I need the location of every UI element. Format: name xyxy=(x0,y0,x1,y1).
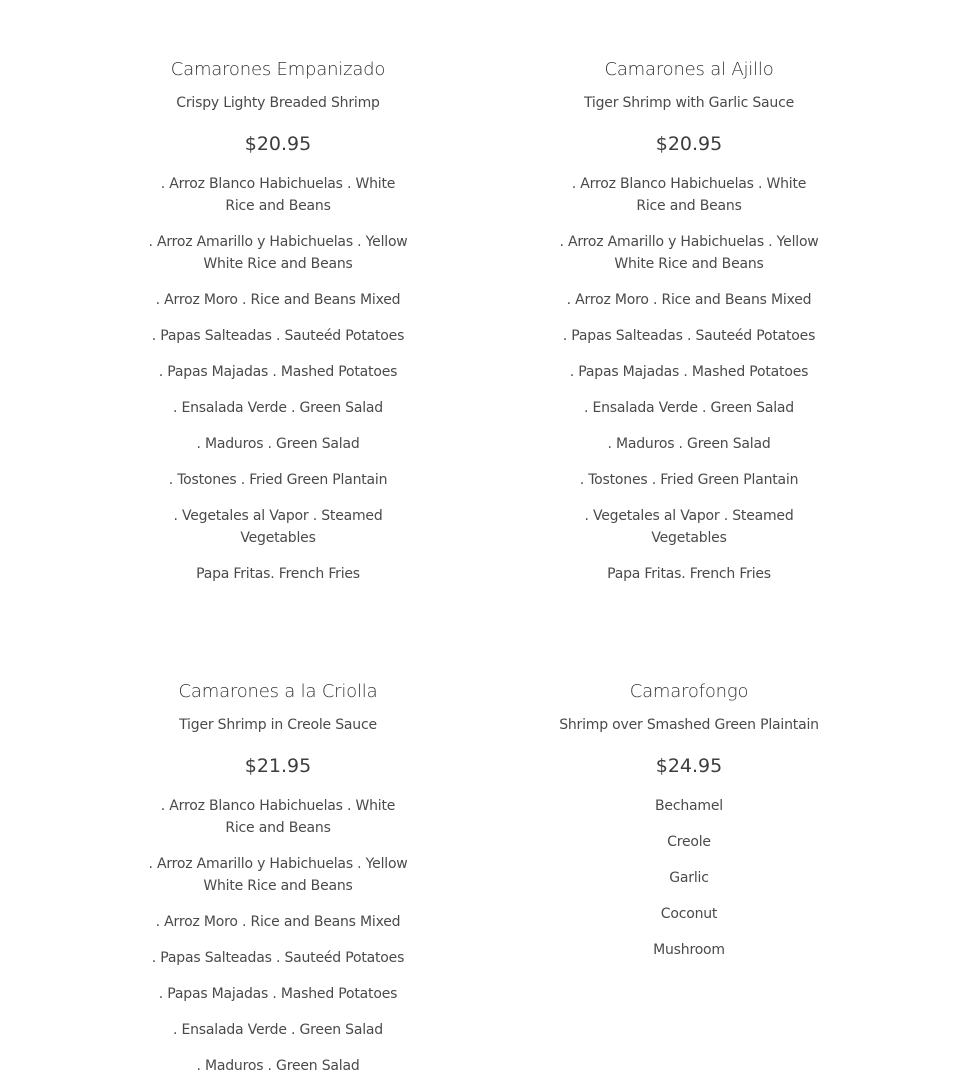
side-option: . Arroz Amarillo y Habichuelas . Yellow White Rice and Beans xyxy=(148,234,408,272)
menu-item-camarofongo xyxy=(554,679,824,975)
side-options-list xyxy=(554,173,824,585)
side-option: . Ensalada Verde . Green Salad xyxy=(583,400,794,416)
side-option: . Ensalada Verde . Green Salad xyxy=(172,400,383,416)
side-option: . Maduros . Green Salad xyxy=(196,1058,360,1074)
side-option: . Vegetales al Vapor . Steamed Vegetables xyxy=(584,508,794,546)
item-title: Camarones Empanizado xyxy=(170,59,386,80)
side-option: Papa Fritas. French Fries xyxy=(196,566,360,582)
sauce-option: Mushroom xyxy=(653,942,725,958)
sauce-option: Creole xyxy=(667,834,711,850)
item-price: $20.95 xyxy=(244,133,312,155)
sauce-option: Garlic xyxy=(669,870,709,886)
sauce-options-list xyxy=(554,795,824,961)
side-option: . Arroz Moro . Rice and Beans Mixed xyxy=(155,914,401,930)
side-option: . Papas Majadas . Mashed Potatoes xyxy=(158,364,398,380)
side-option: . Papas Salteadas . Sauteéd Potatoes xyxy=(151,328,405,344)
item-description: Shrimp over Smashed Green Plaintain xyxy=(559,717,819,733)
side-option: . Arroz Amarillo y Habichuelas . Yellow White Rice and Beans xyxy=(559,234,819,272)
side-option: . Maduros . Green Salad xyxy=(607,436,771,452)
menu-item-camarones-al-ajillo xyxy=(554,57,824,599)
item-description: Crispy Lighty Breaded Shrimp xyxy=(176,95,380,111)
item-price: $24.95 xyxy=(655,755,723,777)
side-option: . Maduros . Green Salad xyxy=(196,436,360,452)
item-description: Tiger Shrimp in Creole Sauce xyxy=(179,717,377,733)
side-option: . Tostones . Fried Green Plantain xyxy=(579,472,799,488)
item-title: Camarones al Ajillo xyxy=(604,59,774,80)
side-option: . Arroz Amarillo y Habichuelas . Yellow White Rice and Beans xyxy=(148,856,408,894)
side-option: . Papas Salteadas . Sauteéd Potatoes xyxy=(151,950,405,966)
side-option: . Arroz Moro . Rice and Beans Mixed xyxy=(566,292,812,308)
item-title: Camarofongo xyxy=(629,681,749,702)
item-description: Tiger Shrimp with Garlic Sauce xyxy=(583,95,794,111)
sauce-option: Coconut xyxy=(660,906,718,922)
menu-item-camarones-a-la-criolla xyxy=(143,679,413,1091)
side-option: . Arroz Blanco Habichuelas . White Rice and Beans xyxy=(160,798,396,836)
side-option: . Vegetales al Vapor . Steamed Vegetables xyxy=(173,508,383,546)
side-option: . Arroz Blanco Habichuelas . White Rice and Beans xyxy=(571,176,807,214)
side-option: Papa Fritas. French Fries xyxy=(607,566,771,582)
side-option: . Papas Majadas . Mashed Potatoes xyxy=(158,986,398,1002)
menu-item-camarones-empanizado xyxy=(143,57,413,599)
item-price: $20.95 xyxy=(655,133,723,155)
side-options-list xyxy=(143,173,413,585)
side-option: . Tostones . Fried Green Plantain xyxy=(168,472,388,488)
item-title: Camarones a la Criolla xyxy=(178,681,378,702)
side-option: . Papas Majadas . Mashed Potatoes xyxy=(569,364,809,380)
sauce-option: Bechamel xyxy=(655,798,723,814)
side-options-list xyxy=(143,795,413,1077)
side-option: . Papas Salteadas . Sauteéd Potatoes xyxy=(562,328,816,344)
side-option: . Arroz Moro . Rice and Beans Mixed xyxy=(155,292,401,308)
side-option: . Ensalada Verde . Green Salad xyxy=(172,1022,383,1038)
side-option: . Arroz Blanco Habichuelas . White Rice and Beans xyxy=(160,176,396,214)
item-price: $21.95 xyxy=(244,755,312,777)
